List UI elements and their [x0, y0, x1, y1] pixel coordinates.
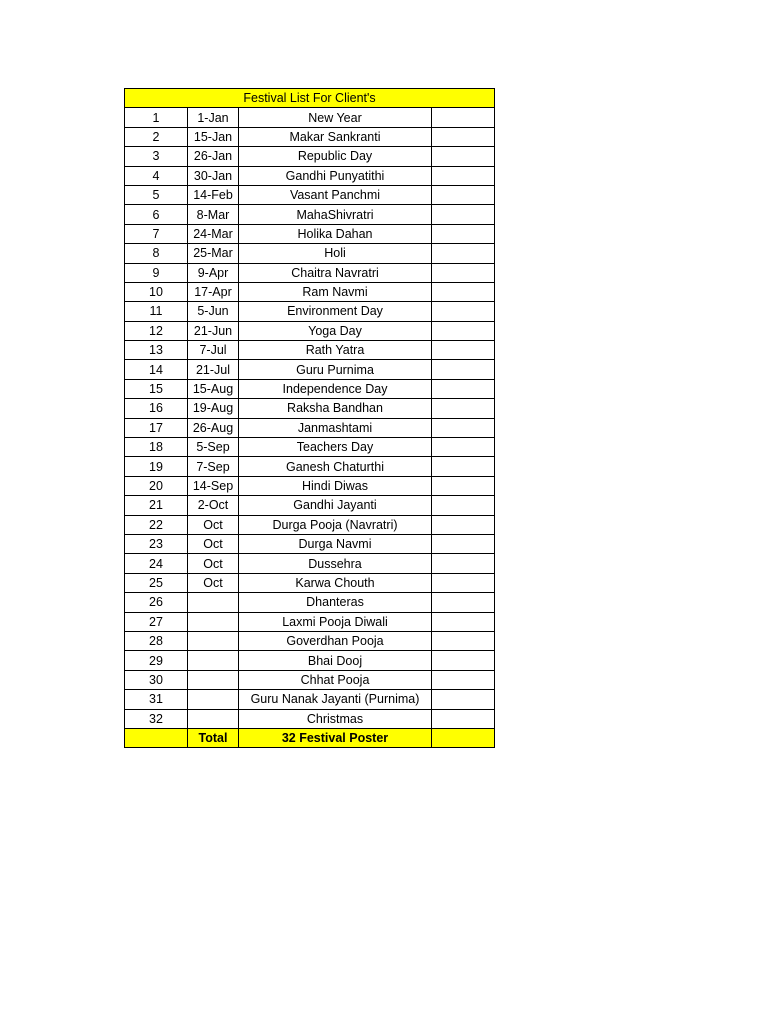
serial-number-cell: 6: [125, 205, 188, 224]
date-cell: 7-Jul: [188, 341, 239, 360]
serial-number-cell: 19: [125, 457, 188, 476]
extra-cell: [432, 244, 495, 263]
extra-cell: [432, 612, 495, 631]
date-cell: Oct: [188, 554, 239, 573]
table-row: [125, 244, 495, 263]
serial-number-cell: 1: [125, 108, 188, 127]
extra-cell: [432, 360, 495, 379]
date-cell: 21-Jul: [188, 360, 239, 379]
table-row: [125, 108, 495, 127]
extra-cell: [432, 496, 495, 515]
date-cell: 14-Sep: [188, 476, 239, 495]
festival-name-cell: Dussehra: [239, 554, 432, 573]
table-row: [125, 379, 495, 398]
date-cell: 15-Aug: [188, 379, 239, 398]
date-cell: 2-Oct: [188, 496, 239, 515]
date-cell: [188, 709, 239, 728]
date-cell: [188, 690, 239, 709]
serial-number-cell: 18: [125, 438, 188, 457]
date-cell: [188, 612, 239, 631]
extra-cell: [432, 341, 495, 360]
table-row: [125, 496, 495, 515]
festival-name-cell: Bhai Dooj: [239, 651, 432, 670]
festival-name-cell: Rath Yatra: [239, 341, 432, 360]
extra-cell: [432, 573, 495, 592]
extra-cell: [432, 631, 495, 650]
title-row: [125, 89, 495, 108]
extra-cell: [432, 205, 495, 224]
date-cell: 7-Sep: [188, 457, 239, 476]
serial-number-cell: 22: [125, 515, 188, 534]
festival-name-cell: Chaitra Navratri: [239, 263, 432, 282]
table-row: [125, 321, 495, 340]
festival-name-cell: Gandhi Punyatithi: [239, 166, 432, 185]
date-cell: 15-Jan: [188, 127, 239, 146]
extra-cell: [432, 476, 495, 495]
total-label: Total: [188, 728, 239, 747]
festival-name-cell: Republic Day: [239, 147, 432, 166]
festival-name-cell: Chhat Pooja: [239, 670, 432, 689]
serial-number-cell: 5: [125, 185, 188, 204]
extra-cell: [432, 127, 495, 146]
extra-cell: [432, 399, 495, 418]
extra-cell: [432, 457, 495, 476]
serial-number-cell: 28: [125, 631, 188, 650]
festival-name-cell: Durga Pooja (Navratri): [239, 515, 432, 534]
festival-name-cell: Guru Purnima: [239, 360, 432, 379]
date-cell: Oct: [188, 573, 239, 592]
table-row: [125, 593, 495, 612]
festival-name-cell: New Year: [239, 108, 432, 127]
serial-number-cell: 7: [125, 224, 188, 243]
date-cell: 24-Mar: [188, 224, 239, 243]
table-row: [125, 282, 495, 301]
table-row: [125, 185, 495, 204]
festival-name-cell: Christmas: [239, 709, 432, 728]
serial-number-cell: 27: [125, 612, 188, 631]
table-row: [125, 399, 495, 418]
table-row: [125, 224, 495, 243]
festival-table: [124, 88, 495, 748]
serial-number-cell: 10: [125, 282, 188, 301]
extra-cell: [432, 690, 495, 709]
date-cell: [188, 670, 239, 689]
date-cell: 1-Jan: [188, 108, 239, 127]
serial-number-cell: 21: [125, 496, 188, 515]
table-row: [125, 302, 495, 321]
serial-number-cell: 12: [125, 321, 188, 340]
festival-name-cell: Gandhi Jayanti: [239, 496, 432, 515]
extra-cell: [432, 418, 495, 437]
festival-name-cell: Independence Day: [239, 379, 432, 398]
extra-cell: [432, 263, 495, 282]
extra-cell: [432, 515, 495, 534]
extra-cell: [432, 379, 495, 398]
table-title: Festival List For Client's: [125, 89, 495, 108]
festival-name-cell: Vasant Panchmi: [239, 185, 432, 204]
extra-cell: [432, 282, 495, 301]
extra-cell: [432, 302, 495, 321]
table-row: [125, 515, 495, 534]
date-cell: 5-Jun: [188, 302, 239, 321]
date-cell: 26-Aug: [188, 418, 239, 437]
table-row: [125, 709, 495, 728]
extra-cell: [432, 166, 495, 185]
table-row: [125, 166, 495, 185]
serial-number-cell: 13: [125, 341, 188, 360]
festival-name-cell: Dhanteras: [239, 593, 432, 612]
serial-number-cell: 30: [125, 670, 188, 689]
total-row: [125, 728, 495, 747]
serial-number-cell: 29: [125, 651, 188, 670]
festival-name-cell: Karwa Chouth: [239, 573, 432, 592]
festival-name-cell: Raksha Bandhan: [239, 399, 432, 418]
serial-number-cell: 14: [125, 360, 188, 379]
table-row: [125, 263, 495, 282]
serial-number-cell: 11: [125, 302, 188, 321]
table-row: [125, 418, 495, 437]
table-row: [125, 534, 495, 553]
extra-cell: [432, 321, 495, 340]
date-cell: 9-Apr: [188, 263, 239, 282]
serial-number-cell: 25: [125, 573, 188, 592]
date-cell: [188, 593, 239, 612]
festival-name-cell: Holika Dahan: [239, 224, 432, 243]
table-row: [125, 438, 495, 457]
extra-cell: [432, 224, 495, 243]
table-row: [125, 476, 495, 495]
date-cell: 25-Mar: [188, 244, 239, 263]
serial-number-cell: 4: [125, 166, 188, 185]
date-cell: 17-Apr: [188, 282, 239, 301]
festival-name-cell: Ram Navmi: [239, 282, 432, 301]
festival-name-cell: Durga Navmi: [239, 534, 432, 553]
festival-table-body: [125, 89, 495, 748]
date-cell: Oct: [188, 534, 239, 553]
table-row: [125, 341, 495, 360]
date-cell: 30-Jan: [188, 166, 239, 185]
serial-number-cell: 8: [125, 244, 188, 263]
date-cell: 14-Feb: [188, 185, 239, 204]
extra-cell: [432, 147, 495, 166]
table-row: [125, 205, 495, 224]
extra-cell: [432, 670, 495, 689]
table-row: [125, 690, 495, 709]
date-cell: [188, 631, 239, 650]
serial-number-cell: 2: [125, 127, 188, 146]
table-row: [125, 360, 495, 379]
festival-name-cell: Yoga Day: [239, 321, 432, 340]
table-row: [125, 457, 495, 476]
festival-name-cell: Janmashtami: [239, 418, 432, 437]
festival-name-cell: Hindi Diwas: [239, 476, 432, 495]
serial-number-cell: 32: [125, 709, 188, 728]
festival-name-cell: Ganesh Chaturthi: [239, 457, 432, 476]
date-cell: [188, 651, 239, 670]
serial-number-cell: 15: [125, 379, 188, 398]
serial-number-cell: 16: [125, 399, 188, 418]
serial-number-cell: 26: [125, 593, 188, 612]
extra-cell: [432, 438, 495, 457]
festival-name-cell: Makar Sankranti: [239, 127, 432, 146]
date-cell: Oct: [188, 515, 239, 534]
table-row: [125, 651, 495, 670]
serial-number-cell: 17: [125, 418, 188, 437]
serial-number-cell: 9: [125, 263, 188, 282]
table-row: [125, 670, 495, 689]
table-row: [125, 147, 495, 166]
table-row: [125, 127, 495, 146]
festival-name-cell: Teachers Day: [239, 438, 432, 457]
date-cell: 21-Jun: [188, 321, 239, 340]
serial-number-cell: 3: [125, 147, 188, 166]
festival-name-cell: Guru Nanak Jayanti (Purnima): [239, 690, 432, 709]
serial-number-cell: 24: [125, 554, 188, 573]
total-empty-cell: [125, 728, 188, 747]
total-extra-cell: [432, 728, 495, 747]
total-value: 32 Festival Poster: [239, 728, 432, 747]
festival-name-cell: Goverdhan Pooja: [239, 631, 432, 650]
extra-cell: [432, 108, 495, 127]
festival-name-cell: Environment Day: [239, 302, 432, 321]
table-row: [125, 573, 495, 592]
extra-cell: [432, 534, 495, 553]
festival-name-cell: MahaShivratri: [239, 205, 432, 224]
festival-name-cell: Laxmi Pooja Diwali: [239, 612, 432, 631]
date-cell: 8-Mar: [188, 205, 239, 224]
festival-name-cell: Holi: [239, 244, 432, 263]
serial-number-cell: 23: [125, 534, 188, 553]
extra-cell: [432, 651, 495, 670]
date-cell: 19-Aug: [188, 399, 239, 418]
date-cell: 5-Sep: [188, 438, 239, 457]
table-row: [125, 631, 495, 650]
extra-cell: [432, 185, 495, 204]
table-row: [125, 554, 495, 573]
serial-number-cell: 31: [125, 690, 188, 709]
extra-cell: [432, 709, 495, 728]
serial-number-cell: 20: [125, 476, 188, 495]
date-cell: 26-Jan: [188, 147, 239, 166]
table-row: [125, 612, 495, 631]
extra-cell: [432, 554, 495, 573]
extra-cell: [432, 593, 495, 612]
